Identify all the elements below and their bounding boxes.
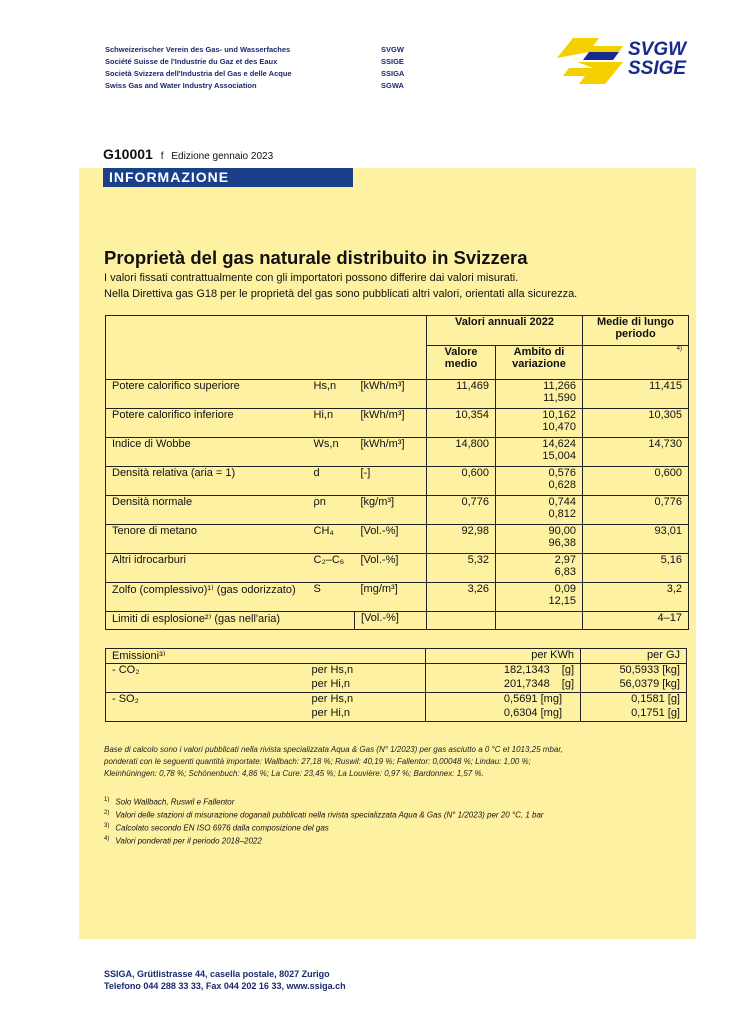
row-mean: 3,26 (427, 583, 496, 612)
table-row (106, 467, 689, 496)
row-mean: 92,98 (427, 525, 496, 554)
emission-kwh-value: 0,6304 [mg] (503, 707, 562, 719)
emission-per-kwh (426, 693, 581, 708)
row-symbol: d (308, 467, 355, 496)
properties-table (105, 315, 689, 630)
basis-note-3: Kleinhüningen: 0,78 %; Schönenbuch: 4,86 %; La Cure: 23,45 %; La Louvière: 0,97 %; Bardonnex: 1,57 %. (104, 769, 484, 778)
range-max: 0,628 (548, 479, 576, 491)
row-symbol: Hi,n (308, 409, 355, 438)
org-abbr-en: SGWA (381, 81, 404, 90)
row-symbol: Ws,n (308, 438, 355, 467)
page-title: Proprietà del gas naturale distribuito in Svizzera (104, 247, 528, 268)
row-unit: [kWh/m³] (355, 409, 427, 438)
row-name: Zolfo (complessivo)¹⁾ (gas odorizzato) (106, 583, 308, 612)
row-mean: 5,32 (427, 554, 496, 583)
org-name-fr: Société Suisse de l'Industrie du Gaz et des Eaux (105, 57, 278, 66)
row-mean: 0,776 (427, 496, 496, 525)
emission-per-gj: 0,1581 [g] (581, 693, 687, 708)
range-max: 15,004 (542, 450, 576, 462)
org-name-it: Società Svizzera dell'Industria del Gas e delle Acque (105, 69, 292, 78)
row-range (496, 525, 583, 554)
logo-text-ssige: SSIGE (628, 58, 687, 79)
range-min: 0,744 (548, 496, 576, 508)
emissions-title: Emissioni³⁾ (106, 649, 426, 664)
row-longterm: 10,305 (583, 409, 689, 438)
emission-kwh-unit: [g] (561, 678, 574, 690)
emissions-header-gj: per GJ (581, 649, 687, 664)
range-min: 2,97 (554, 554, 576, 566)
range-max: 6,83 (554, 566, 576, 578)
range-min: 14,624 (542, 438, 576, 450)
org-name-en: Swiss Gas and Water Industry Association (105, 81, 257, 90)
row-name: Densità relativa (aria = 1) (106, 467, 308, 496)
emission-basis: per Hs,n (306, 664, 426, 679)
row-unit: [mg/m³] (355, 583, 427, 612)
range-max: 11,590 (543, 392, 576, 404)
range-min: 11,266 (543, 380, 576, 392)
emissions-table (105, 648, 687, 722)
row-unit: [Vol.-%] (355, 554, 427, 583)
org-abbr-it: SSIGA (381, 69, 405, 78)
emission-per-kwh (426, 707, 581, 722)
row-symbol: Hs,n (308, 380, 355, 409)
doc-lang: f (160, 151, 164, 162)
logo-text-svgw: SVGW (628, 39, 687, 60)
row-longterm: 3,2 (583, 583, 689, 612)
basis-note-2: ponderati con le seguenti quantità importate: Wallbach: 27,18 %; Ruswil: 40,19 %; Fallentor: 0,00048 %; Lindau: 1,00 %; (104, 757, 531, 766)
emission-basis: per Hi,n (306, 707, 426, 722)
org-abbr-de: SVGW (381, 45, 404, 54)
footer-address: SSIGA, Grütlistrasse 44, casella postale, 8027 Zurigo (104, 969, 330, 979)
range-min: 0,09 (554, 583, 576, 595)
table-row (106, 525, 689, 554)
row-range (496, 380, 583, 409)
row-longterm: 5,16 (583, 554, 689, 583)
emission-row (106, 707, 687, 722)
range-max: 96,38 (548, 537, 576, 549)
footer-contact: Telefono 044 288 33 33, Fax 044 202 16 33, www.ssiga.ch (104, 981, 346, 991)
table-row (106, 438, 689, 467)
row-range (496, 467, 583, 496)
emission-row (106, 678, 687, 693)
emission-gas: - CO₂ (106, 664, 306, 679)
row-longterm: 11,415 (583, 380, 689, 409)
table-row (106, 496, 689, 525)
row-longterm: 14,730 (583, 438, 689, 467)
row-unit: [-] (355, 467, 427, 496)
emission-gas: - SO₂ (106, 693, 306, 708)
header-range: Ambito di variazione (496, 346, 583, 380)
row-name: Densità normale (106, 496, 308, 525)
basis-note-1: Base di calcolo sono i valori pubblicati nella rivista specializzata Aqua & Gas (N° 1/2023) per gas asciutto a 0 °C et 1013,25 mbar, (104, 745, 563, 754)
header-annual: Valori annuali 2022 (427, 316, 583, 346)
header-mean: Valore medio (427, 346, 496, 380)
emission-per-kwh (426, 664, 581, 679)
emission-gas (106, 678, 306, 693)
table-row (106, 583, 689, 612)
row-unit: [kWh/m³] (355, 438, 427, 467)
row-mean: 10,354 (427, 409, 496, 438)
footnote-4: $^{4)}$ Valori ponderati per il periodo 2018–2022 (104, 836, 262, 846)
row-mean: 14,800 (427, 438, 496, 467)
row-symbol: CH₄ (308, 525, 355, 554)
emission-per-kwh (426, 678, 581, 693)
emission-row (106, 693, 687, 708)
row-longterm: 0,776 (583, 496, 689, 525)
row-unit: [kWh/m³] (355, 380, 427, 409)
emission-basis: per Hi,n (306, 678, 426, 693)
row-mean: 11,469 (427, 380, 496, 409)
row-range (496, 496, 583, 525)
range-min: 10,162 (542, 409, 576, 421)
org-abbr-fr: SSIGE (381, 57, 404, 66)
range-min: 90,00 (548, 525, 576, 537)
row-name-explosion: Limiti di esplosione²⁾ (gas nell'aria) (106, 612, 355, 630)
row-range (496, 583, 583, 612)
table-row (106, 554, 689, 583)
range-max: 0,812 (548, 508, 576, 520)
org-name-de: Schweizerischer Verein des Gas- und Wasserfaches (105, 45, 291, 54)
row-unit-explosion: [Vol.-%] (355, 612, 427, 630)
emission-kwh-value: 201,7348 (503, 678, 550, 690)
row-range (496, 409, 583, 438)
row-unit: [Vol.-%] (355, 525, 427, 554)
row-long-explosion: 4–17 (583, 612, 689, 630)
header-longterm-note: 4) (583, 346, 689, 380)
footnote-1: $^{1)}$ Solo Wallbach, Ruswil e Fallentor (104, 797, 235, 807)
row-longterm: 93,01 (583, 525, 689, 554)
emission-kwh-unit: [g] (561, 664, 574, 676)
table-row (106, 409, 689, 438)
emission-kwh-value: 0,5691 [mg] (503, 693, 562, 705)
row-name: Indice di Wobbe (106, 438, 308, 467)
doc-id: G10001 (103, 146, 153, 162)
row-name: Altri idrocarburi (106, 554, 308, 583)
row-name: Tenore di metano (106, 525, 308, 554)
row-mean: 0,600 (427, 467, 496, 496)
range-max: 12,15 (548, 595, 576, 607)
emission-basis: per Hs,n (306, 693, 426, 708)
doc-edition: Edizione gennaio 2023 (171, 151, 274, 162)
row-unit: [kg/m³] (355, 496, 427, 525)
header-longterm: Medie di lungo periodo (583, 316, 689, 346)
row-range (496, 438, 583, 467)
row-longterm: 0,600 (583, 467, 689, 496)
emission-row (106, 664, 687, 679)
emission-gas (106, 707, 306, 722)
emission-per-gj: 56,0379 [kg] (581, 678, 687, 693)
subtitle-1: I valori fissati contrattualmente con gli importatori possono differire dai valori misurati. (104, 272, 519, 284)
info-banner: INFORMAZIONE (103, 168, 353, 187)
row-symbol: ρn (308, 496, 355, 525)
row-range (496, 554, 583, 583)
footnote-3: $^{3)}$ Calcolato secondo EN ISO 6976 dalla composizione del gas (104, 823, 329, 833)
row-symbol: S (308, 583, 355, 612)
emissions-header-kwh: per KWh (426, 649, 581, 664)
emission-kwh-value: 182,1343 (503, 664, 550, 676)
footnote-2: $^{2)}$ Valori delle stazioni di misurazione doganali pubblicati nella rivista specializzata Aqua & Gas (N° 1/2023) per 20 °C, 1 bar (104, 810, 544, 820)
emission-per-gj: 50,5933 [kg] (581, 664, 687, 679)
subtitle-2: Nella Direttiva gas G18 per le proprietà del gas sono pubblicati altri valori, orientati alla sicurezza. (104, 288, 578, 300)
row-name: Potere calorifico superiore (106, 380, 308, 409)
table-row (106, 380, 689, 409)
emission-per-gj: 0,1751 [g] (581, 707, 687, 722)
range-min: 0,576 (548, 467, 576, 479)
range-max: 10,470 (542, 421, 576, 433)
document-number (103, 146, 273, 162)
row-symbol: C₂–C₆ (308, 554, 355, 583)
row-name: Potere calorifico inferiore (106, 409, 308, 438)
